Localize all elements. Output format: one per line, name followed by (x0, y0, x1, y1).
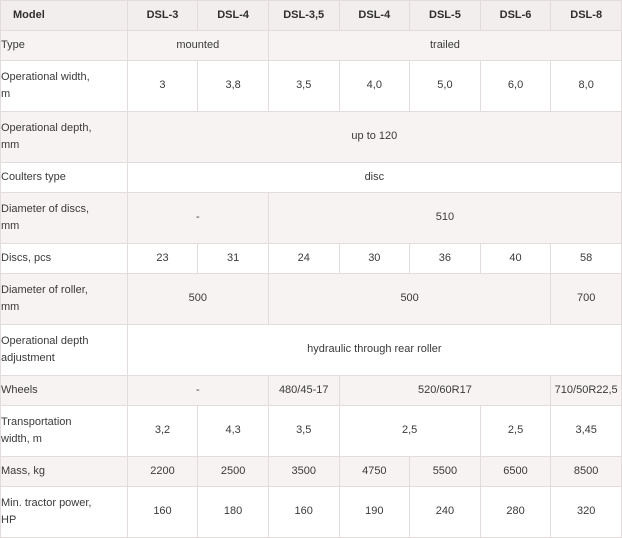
table-cell: 3500 (268, 457, 339, 487)
row-label (1, 61, 128, 112)
table-cell: 58 (551, 244, 622, 274)
table-cell: 2,5 (339, 406, 480, 457)
row-label (1, 274, 128, 325)
row-label-line2: mm (1, 301, 20, 313)
table-cell: 160 (127, 487, 198, 538)
table-row (1, 325, 622, 376)
row-label (1, 325, 128, 376)
row-label-line2: mm (1, 220, 20, 232)
table-cell: trailed (268, 31, 621, 61)
table-cell: 3 (127, 61, 198, 112)
row-label-line2: HP (1, 514, 17, 526)
row-label (1, 244, 128, 274)
row-label-line1: Discs, pcs (1, 251, 52, 264)
table-cell: 2,5 (480, 406, 551, 457)
table-row (1, 244, 622, 274)
table-cell: 500 (127, 274, 268, 325)
table-cell: 3,2 (127, 406, 198, 457)
table-cell: - (127, 376, 268, 406)
row-label (1, 457, 128, 487)
row-label-line1: Transportation (1, 415, 72, 428)
table-row (1, 376, 622, 406)
row-label (1, 112, 128, 163)
row-label-line2: width, m (1, 433, 42, 445)
table-row (1, 406, 622, 457)
table-cell: 6,0 (480, 61, 551, 112)
table-cell: 480/45-17 (268, 376, 339, 406)
table-cell: 700 (551, 274, 622, 325)
row-label-line1: Diameter of roller, (1, 283, 88, 296)
row-label (1, 163, 128, 193)
row-label (1, 193, 128, 244)
table-cell: 3,5 (268, 61, 339, 112)
table-cell: 8500 (551, 457, 622, 487)
table-cell: hydraulic through rear roller (127, 325, 621, 376)
table-cell: 510 (268, 193, 621, 244)
table-cell: 40 (480, 244, 551, 274)
column-header: DSL-6 (480, 1, 551, 31)
table-header-row (1, 1, 622, 31)
table-cell: disc (127, 163, 621, 193)
table-cell: 4750 (339, 457, 410, 487)
table-row (1, 457, 622, 487)
column-header: DSL-3 (127, 1, 198, 31)
table-row (1, 487, 622, 538)
row-label-line1: Wheels (1, 383, 38, 396)
row-label-line1: Min. tractor power, (1, 496, 92, 509)
table-cell: 36 (410, 244, 481, 274)
table-cell: 2500 (198, 457, 269, 487)
table-cell: 3,5 (268, 406, 339, 457)
table-cell: 23 (127, 244, 198, 274)
table-row (1, 163, 622, 193)
table-row (1, 274, 622, 325)
row-label (1, 31, 128, 61)
row-label (1, 487, 128, 538)
row-label (1, 406, 128, 457)
table-cell: 3,45 (551, 406, 622, 457)
table-cell: 520/60R17 (339, 376, 551, 406)
column-header: DSL-5 (410, 1, 481, 31)
row-label-line1: Operational depth (1, 334, 89, 347)
table-cell: 710/50R22,5 (551, 376, 622, 406)
table-cell: 500 (268, 274, 550, 325)
column-header: DSL-3,5 (268, 1, 339, 31)
table-cell: 240 (410, 487, 481, 538)
table-row (1, 61, 622, 112)
table-cell: 5500 (410, 457, 481, 487)
column-header: DSL-8 (551, 1, 622, 31)
table-cell: - (127, 193, 268, 244)
column-header: DSL-4 (339, 1, 410, 31)
row-label-line2: mm (1, 139, 20, 151)
table-cell: 30 (339, 244, 410, 274)
table-cell: 31 (198, 244, 269, 274)
row-label-line1: Type (1, 38, 25, 51)
row-label-line1: Coulters type (1, 170, 66, 183)
row-label (1, 376, 128, 406)
table-cell: 280 (480, 487, 551, 538)
row-label-line2: adjustment (1, 352, 55, 364)
table-cell: 8,0 (551, 61, 622, 112)
column-header: DSL-4 (198, 1, 269, 31)
table-row (1, 31, 622, 61)
row-label-line1: Diameter of discs, (1, 202, 90, 215)
table-cell: 160 (268, 487, 339, 538)
table-cell: 190 (339, 487, 410, 538)
table-cell: 6500 (480, 457, 551, 487)
table-cell: 24 (268, 244, 339, 274)
table-cell: 180 (198, 487, 269, 538)
row-label-line1: Operational width, (1, 70, 90, 83)
table-cell: mounted (127, 31, 268, 61)
row-label-line1: Mass, kg (1, 464, 46, 477)
table-cell: 320 (551, 487, 622, 538)
table-cell: up to 120 (127, 112, 621, 163)
row-label-line2: m (1, 88, 11, 100)
row-label-line1: Operational depth, (1, 121, 92, 134)
column-header-model: Model (1, 1, 128, 31)
table-row (1, 193, 622, 244)
table-cell: 2200 (127, 457, 198, 487)
table-cell: 4,3 (198, 406, 269, 457)
table-cell: 5,0 (410, 61, 481, 112)
table-cell: 3,8 (198, 61, 269, 112)
table-row (1, 112, 622, 163)
table-cell: 4,0 (339, 61, 410, 112)
